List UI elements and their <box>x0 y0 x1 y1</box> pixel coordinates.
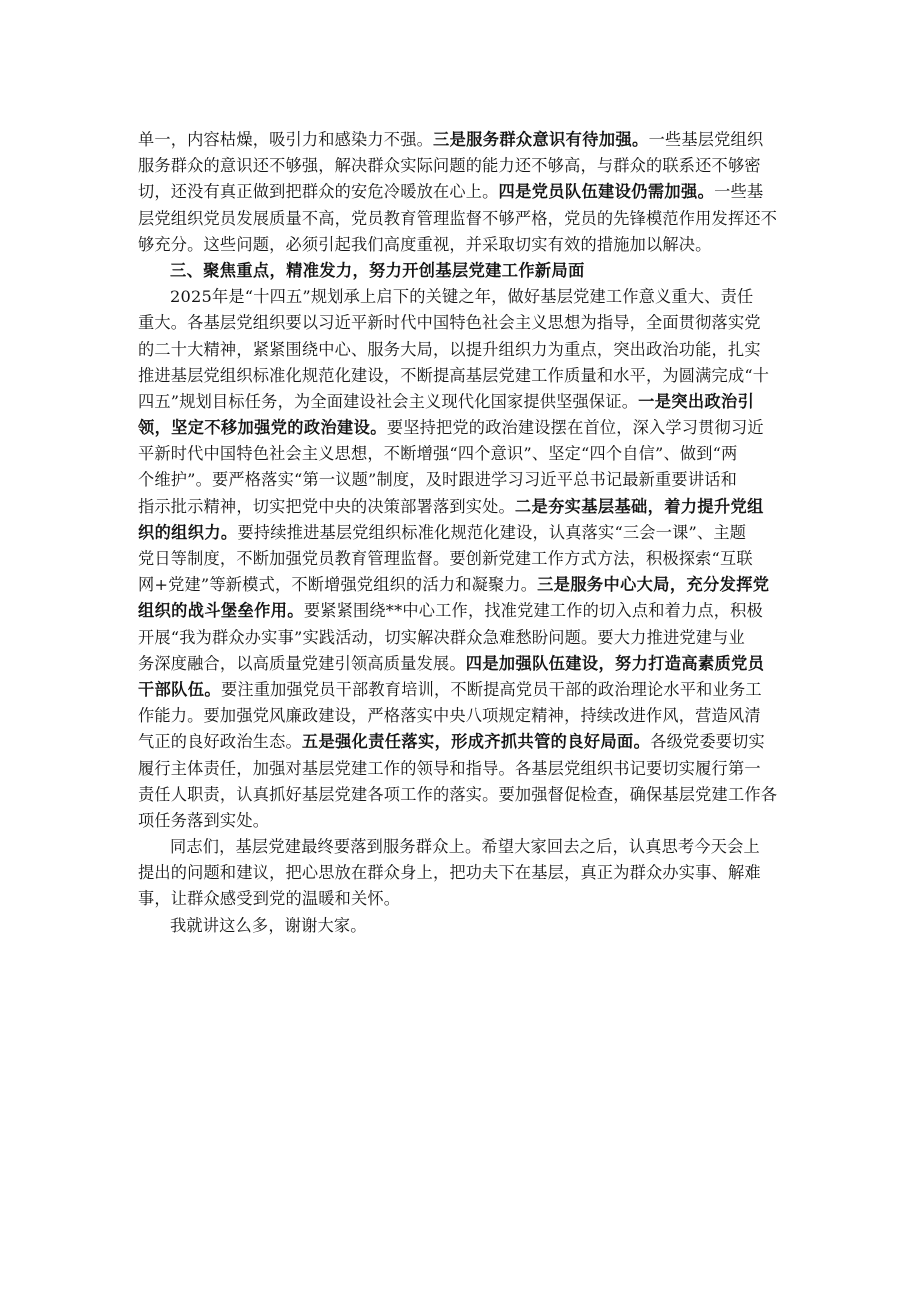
text-run: 提出的问题和建议，把心思放在群众身上，把功夫下在基层，真正为群众办实事、解难 <box>138 863 761 883</box>
bold-key-phrase: 组织的战斗堡垒作用。 <box>138 601 304 621</box>
text-run: 的二十大精神，紧紧围绕中心、服务大局，以提升组织力为重点，突出政治功能，扎实 <box>138 339 761 359</box>
text-line <box>138 337 793 363</box>
text-line <box>138 598 793 624</box>
text-line <box>138 520 793 546</box>
text-run: 2025年是“十四五”规划承上启下的关键之年，做好基层党建工作意义重大、责任 <box>170 287 754 307</box>
text-run: 务深度融合，以高质量党建引领高质量发展。 <box>138 653 466 673</box>
text-run: 党日等制度，不断加强党员教育管理监督。要创新党建工作方式方法，积极探索“互联 <box>138 549 753 568</box>
text-line <box>138 153 793 179</box>
text-run: 平新时代中国特色社会主义思想，不断增强“四个意识”、坚定“四个自信”、做到“两 <box>138 444 738 464</box>
text-line <box>138 913 793 939</box>
bold-key-phrase: 二是夯实基层基础，着力提升党组 <box>514 496 764 516</box>
text-line <box>138 363 793 389</box>
bold-key-phrase: 三是服务群众意识有待加强。 <box>432 130 649 149</box>
text-run: 个维护”。要严格落实“第一议题”制度，及时跟进学习习近平总书记最新重要讲话和 <box>138 470 737 490</box>
bold-key-phrase: 一是突出政治引 <box>638 391 755 411</box>
text-line <box>138 886 793 912</box>
text-line <box>138 729 793 755</box>
text-line <box>138 127 793 153</box>
bold-key-phrase: 织的组织力。 <box>138 522 238 542</box>
text-run: 要注重加强党员干部教育培训，不断提高党员干部的政治理论水平和业务工 <box>220 679 762 699</box>
bold-key-phrase: 四是加强队伍建设，努力打造高素质党员 <box>465 653 765 673</box>
text-run: 同志们，基层党建最终要落到服务群众上。希望大家回去之后，认真思考今天会上 <box>170 837 760 857</box>
text-line <box>138 206 793 232</box>
section-heading <box>138 258 793 284</box>
text-run: 切，还没有真正做到把群众的安危冷暖放在心上。 <box>138 182 499 202</box>
text-line <box>138 625 793 651</box>
text-line <box>138 284 793 310</box>
text-line <box>138 808 793 834</box>
text-run: 项任务落到实处。 <box>138 810 270 830</box>
text-run: 开展“我为群众办实事”实践活动，切实解决群众急难愁盼问题。要大力推进党建与业 <box>138 627 745 647</box>
text-run: 气正的良好政治生态。 <box>138 732 302 752</box>
text-run: 各级党委要切实 <box>650 732 765 752</box>
bold-key-phrase: 领，坚定不移加强党的政治建设。 <box>138 418 387 438</box>
text-line <box>138 782 793 808</box>
text-run: 四五”规划目标任务，为全面建设社会主义现代化国家提供坚强保证。 <box>138 391 639 411</box>
text-run: 网+党建”等新模式，不断增强党组织的活力和凝聚力。 <box>138 575 538 595</box>
text-run: 责任人职责，认真抓好基层党建各项工作的落实。要加强督促检查，确保基层党建工作各 <box>138 784 778 804</box>
text-line <box>138 389 793 415</box>
text-run: 单一，内容枯燥，吸引力和感染力不强。 <box>138 130 433 149</box>
text-run: 我就讲这么多，谢谢大家。 <box>170 915 367 935</box>
text-run: 服务群众的意识还不够强，解决群众实际问题的能力还不够高，与群众的联系还不够密 <box>138 156 761 176</box>
text-run: 层党组织党员发展质量不高，党员教育管理监督不够严格，党员的先锋模范作用发挥还不 <box>138 208 778 228</box>
text-line <box>138 467 793 493</box>
text-line <box>138 677 793 703</box>
text-run: 指示批示精神，切实把党中央的决策部署落到实处。 <box>138 496 515 516</box>
text-line <box>138 494 793 520</box>
text-line <box>138 546 793 572</box>
text-line <box>138 756 793 782</box>
text-line <box>138 441 793 467</box>
text-line <box>138 860 793 886</box>
text-line <box>138 415 793 441</box>
bold-key-phrase: 四是党员队伍建设仍需加强。 <box>498 182 715 202</box>
text-line <box>138 703 793 729</box>
bold-key-phrase: 三是服务中心大局，充分发挥党 <box>537 575 770 595</box>
text-run: 要持续推进基层党组织标准化规范化建设，认真落实“三会一课”、主题 <box>237 522 747 542</box>
text-run: 重大。各基层党组织要以习近平新时代中国特色社会主义思想为指导，全面贯彻落实党 <box>138 313 761 333</box>
text-run: 推进基层党组织标准化规范化建设，不断提高基层党建工作质量和水平，为圆满完成“十 <box>138 365 770 385</box>
text-line <box>138 651 793 677</box>
text-run: 要坚持把党的政治建设摆在首位，深入学习贯彻习近 <box>386 418 764 438</box>
text-line <box>138 232 793 258</box>
speech-body-text <box>138 127 793 939</box>
bold-key-phrase: 三、聚焦重点，精准发力，努力开创基层党建工作新局面 <box>170 260 585 280</box>
text-run: 事，让群众感受到党的温暖和关怀。 <box>138 889 401 909</box>
text-line <box>138 572 793 598</box>
text-run: 要紧紧围绕**中心工作，找准党建工作的切入点和着力点，积极 <box>303 601 763 621</box>
bold-key-phrase: 五是强化责任落实，形成齐抓共管的良好局面。 <box>301 732 651 752</box>
text-run: 一些基层党组织 <box>648 130 764 149</box>
text-line <box>138 834 793 860</box>
text-run: 履行主体责任，加强对基层党建工作的领导和指导。各基层党组织书记要切实履行第一 <box>138 758 761 778</box>
bold-key-phrase: 干部队伍。 <box>138 679 221 699</box>
text-run: 一些基 <box>714 182 764 202</box>
text-line <box>138 310 793 336</box>
text-line <box>138 179 793 205</box>
text-run: 够充分。这些问题，必须引起我们高度重视，并采取切实有效的措施加以解决。 <box>138 234 712 254</box>
text-run: 作能力。要加强党风廉政建设，严格落实中央八项规定精神，持续改进作风，营造风清 <box>138 706 761 726</box>
